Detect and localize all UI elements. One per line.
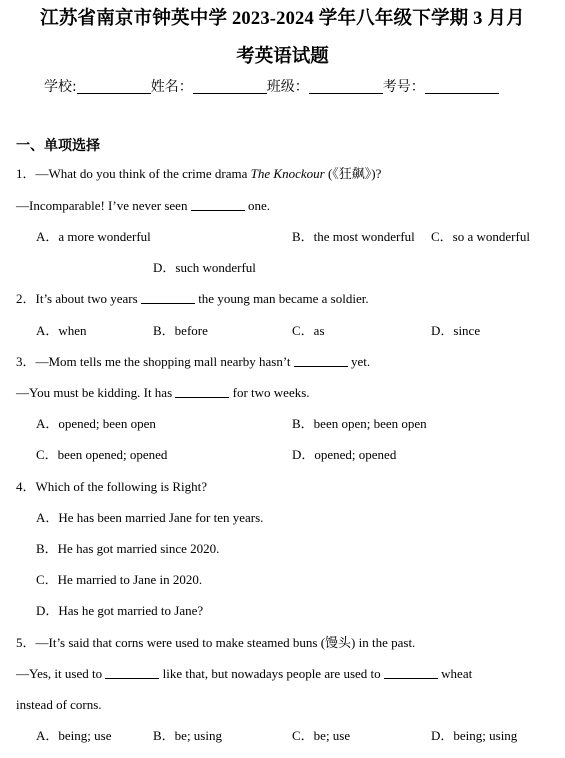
q4-option-a[interactable]: A．He has been married Jane for ten years.	[36, 510, 264, 525]
q5-option-d[interactable]: D．being; using	[431, 728, 518, 743]
question-5-stem: 5．—It’s said that corns were used to make steamed buns (馒头) in the past.	[16, 635, 416, 650]
answer-blank	[175, 385, 229, 398]
q4-option-b[interactable]: B．He has got married since 2020.	[36, 541, 220, 556]
answer-blank	[384, 666, 438, 679]
q4-option-d[interactable]: D．Has he got married to Jane?	[36, 603, 204, 618]
question-1-stem: 1．—What do you think of the crime drama The Knockour (《狂飙》)?	[16, 166, 382, 181]
q2-option-b[interactable]: B．before	[153, 323, 208, 338]
exam-number-label: 考号：	[382, 79, 425, 95]
q2-option-c[interactable]: C．as	[292, 323, 325, 338]
exam-number-blank[interactable]	[425, 79, 499, 94]
answer-blank	[191, 198, 245, 211]
q4-option-c[interactable]: C．He married to Jane in 2020.	[36, 572, 203, 587]
q1-option-d[interactable]: D．such wonderful	[153, 260, 256, 275]
school-label: 学校:	[44, 79, 77, 95]
school-blank[interactable]	[77, 79, 151, 94]
q3-option-b[interactable]: B．been open; been open	[292, 416, 427, 431]
name-label: 姓名：	[150, 79, 193, 95]
q2-option-a[interactable]: A．when	[36, 323, 87, 338]
answer-blank	[294, 354, 348, 367]
question-4-stem: 4．Which of the following is Right?	[16, 479, 208, 494]
name-blank[interactable]	[193, 79, 267, 94]
answer-blank	[141, 291, 195, 304]
question-5-line2: —Yes, it used to like that, but nowadays people are used to wheat	[16, 666, 473, 681]
drama-title: The Knockour	[250, 166, 325, 181]
class-label: 班级：	[266, 79, 309, 95]
q5-option-c[interactable]: C．be; use	[292, 728, 351, 743]
q3-option-c[interactable]: C．been opened; opened	[36, 447, 168, 462]
q1-option-c[interactable]: C．so a wonderful	[431, 229, 530, 244]
exam-title-line2: 考英语试题	[236, 47, 329, 67]
question-5-line3: instead of corns.	[16, 697, 102, 712]
q5-option-b[interactable]: B．be; using	[153, 728, 222, 743]
q3-option-a[interactable]: A．opened; been open	[36, 416, 156, 431]
question-3-stem: 3．—Mom tells me the shopping mall nearby hasn’t yet.	[16, 354, 371, 369]
exam-title-line1: 江苏省南京市钟英中学 2023-2024 学年八年级下学期 3 月月	[40, 9, 525, 29]
student-info-line	[44, 76, 499, 96]
q1-option-a[interactable]: A．a more wonderful	[36, 229, 151, 244]
q3-option-d[interactable]: D．opened; opened	[292, 447, 397, 462]
q5-option-a[interactable]: A．being; use	[36, 728, 112, 743]
answer-blank	[105, 666, 159, 679]
class-blank[interactable]	[309, 79, 383, 94]
question-2-stem: 2．It’s about two years the young man became a soldier.	[16, 291, 369, 306]
section-heading: 一、单项选择	[16, 139, 100, 154]
question-1-line2: —Incomparable! I’ve never seen one.	[16, 198, 270, 213]
q2-option-d[interactable]: D．since	[431, 323, 481, 338]
q1-option-b[interactable]: B．the most wonderful	[292, 229, 415, 244]
question-3-line2: —You must be kidding. It has for two weeks.	[16, 385, 310, 400]
